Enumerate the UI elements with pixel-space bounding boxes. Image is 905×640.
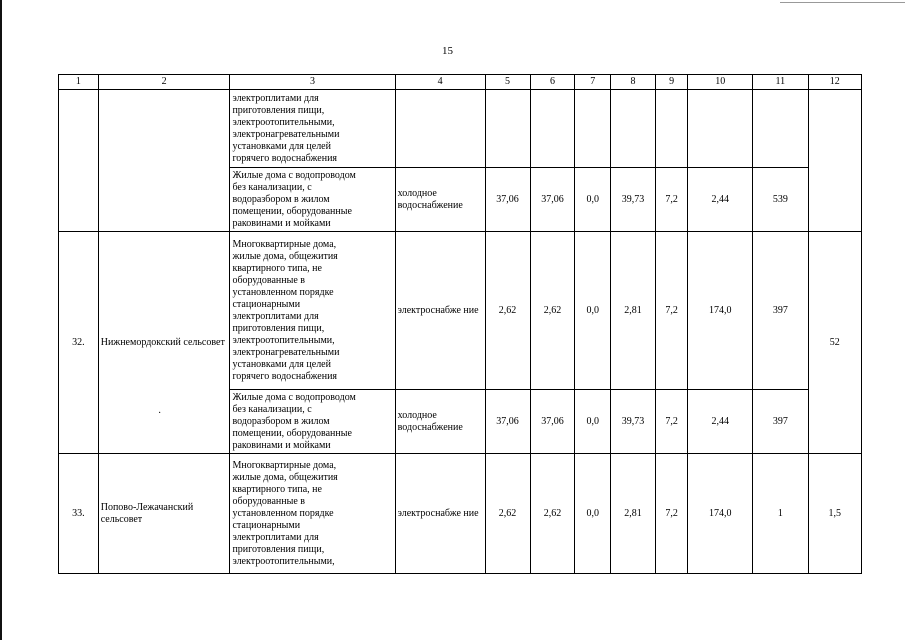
cell-description: Жилые дома с водопроводом без канализации, с водоразбором в жилом помещении, оборудованные раковинами и мойками: [230, 168, 395, 232]
cell-col12: [808, 90, 861, 232]
header-cell: 4: [395, 75, 485, 90]
cell-value: 539: [753, 168, 808, 232]
header-cell: 2: [98, 75, 230, 90]
table-row: [59, 232, 862, 390]
cell-value: 37,06: [530, 168, 575, 232]
cell-name: Нижнемордокский сельсовет: [98, 232, 230, 454]
table-row: [59, 454, 862, 574]
cell-value: 1: [753, 454, 808, 574]
cell-num: [59, 90, 99, 232]
header-cell: 7: [575, 75, 611, 90]
cell-value: 39,73: [611, 390, 656, 454]
header-cell: 8: [611, 75, 656, 90]
cell-num: 32.: [59, 232, 99, 454]
header-cell: 10: [688, 75, 753, 90]
top-edge-rule: [780, 2, 905, 3]
cell-value: [753, 90, 808, 168]
cell-value: [688, 90, 753, 168]
table-row: [59, 90, 862, 168]
cell-name: Попово-Лежачанский сельсовет: [98, 454, 230, 574]
cell-value: 0,0: [575, 168, 611, 232]
header-cell: 6: [530, 75, 575, 90]
cell-value: 397: [753, 232, 808, 390]
cell-service: электроснабже ние: [395, 454, 485, 574]
cell-value: 2,44: [688, 390, 753, 454]
cell-service: [395, 90, 485, 168]
cell-service: электроснабже ние: [395, 232, 485, 390]
cell-value: 7,2: [655, 454, 687, 574]
cell-service: холодное водоснабжение: [395, 390, 485, 454]
cell-description: Многоквартирные дома, жилые дома, общежития квартирного типа, не оборудованные в установленном порядке стационарными электроплитами для приготовления пищи, электроотопительными,: [230, 454, 395, 574]
stray-mark: ·: [158, 408, 162, 419]
cell-value: 7,2: [655, 232, 687, 390]
cell-value: 0,0: [575, 390, 611, 454]
cell-value: 37,06: [485, 168, 530, 232]
header-cell: 12: [808, 75, 861, 90]
cell-value: 174,0: [688, 454, 753, 574]
cell-value: [485, 90, 530, 168]
header-cell: 3: [230, 75, 395, 90]
cell-value: [655, 90, 687, 168]
cell-name: [98, 90, 230, 232]
header-cell: 11: [753, 75, 808, 90]
cell-value: 0,0: [575, 454, 611, 574]
cell-value: 39,73: [611, 168, 656, 232]
cell-value: 37,06: [530, 390, 575, 454]
cell-value: 7,2: [655, 390, 687, 454]
cell-description: Жилые дома с водопроводом без канализации, с водоразбором в жилом помещении, оборудованные раковинами и мойками: [230, 390, 395, 454]
cell-value: 397: [753, 390, 808, 454]
cell-value: 174,0: [688, 232, 753, 390]
header-cell: 1: [59, 75, 99, 90]
cell-value: 2,62: [485, 454, 530, 574]
header-cell: 9: [655, 75, 687, 90]
cell-value: 2,81: [611, 232, 656, 390]
cell-col12: 1,5: [808, 454, 861, 574]
cell-num: 33.: [59, 454, 99, 574]
cell-value: [575, 90, 611, 168]
page-number: 15: [442, 45, 453, 57]
cell-value: [611, 90, 656, 168]
cell-service: холодное водоснабжение: [395, 168, 485, 232]
left-edge-rule: [0, 0, 2, 640]
cell-value: 0,0: [575, 232, 611, 390]
cell-description: Многоквартирные дома, жилые дома, общежития квартирного типа, не оборудованные в установленном порядке стационарными электроплитами для приготовления пищи, электроотопительными, электронагревательными установками для целей горячего водоснабжения: [230, 232, 395, 390]
cell-value: 2,62: [530, 232, 575, 390]
header-cell: 5: [485, 75, 530, 90]
tariff-table: [58, 74, 862, 574]
cell-value: 2,62: [530, 454, 575, 574]
cell-value: [530, 90, 575, 168]
header-row: [59, 75, 862, 90]
cell-value: 2,62: [485, 232, 530, 390]
cell-value: 37,06: [485, 390, 530, 454]
cell-value: 2,44: [688, 168, 753, 232]
cell-value: 7,2: [655, 168, 687, 232]
cell-col12: 52: [808, 232, 861, 454]
cell-value: 2,81: [611, 454, 656, 574]
cell-description: электроплитами для приготовления пищи, электроотопительными, электронагревательными установками для целей горячего водоснабжения: [230, 90, 395, 168]
